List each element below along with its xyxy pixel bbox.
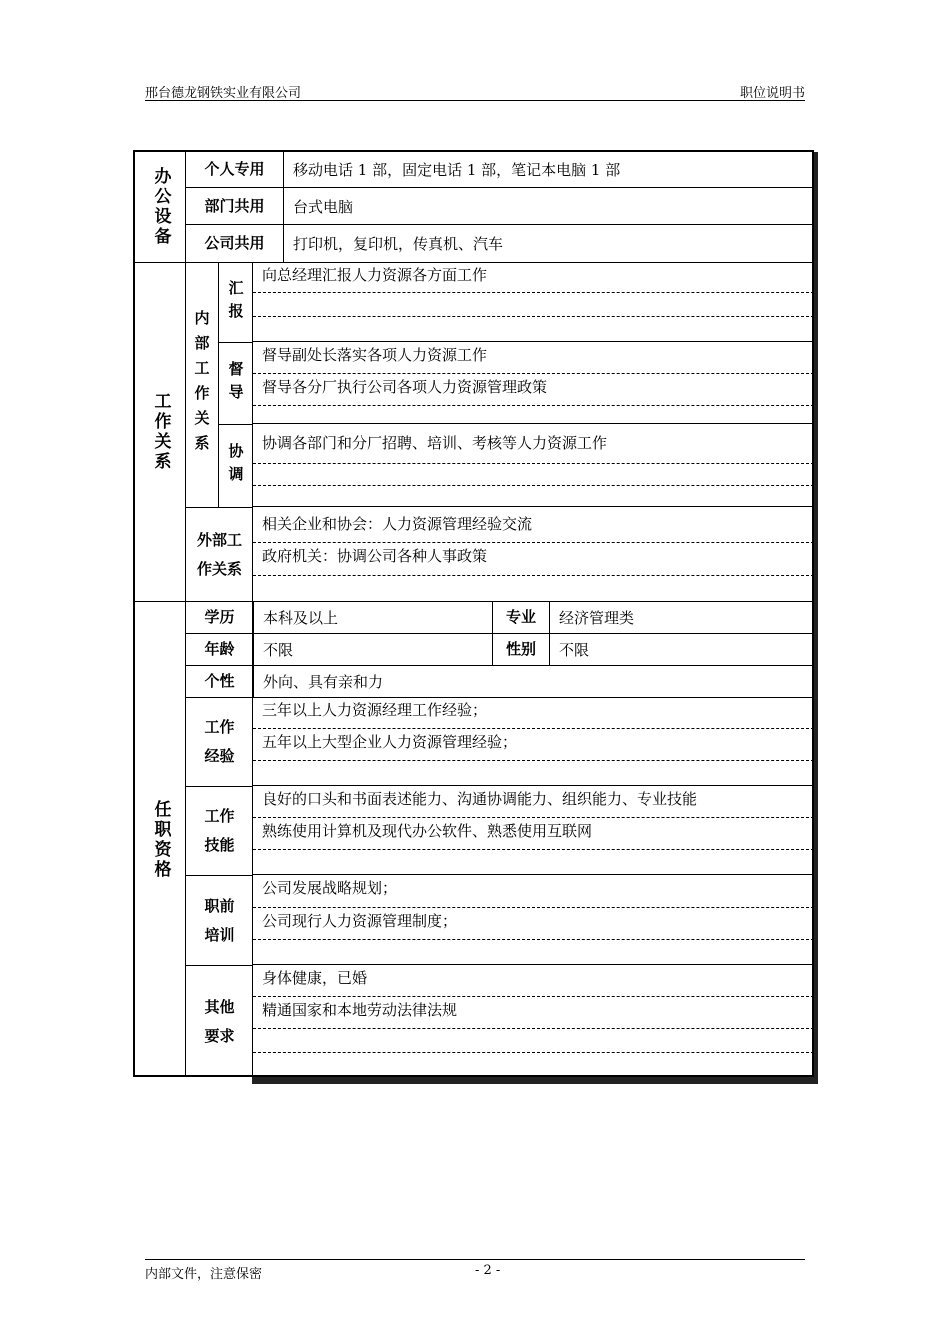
document-type: 职位说明书 <box>739 86 805 101</box>
external-relations-label: 外部工作关系 <box>185 507 253 601</box>
gender-label: 性别 <box>492 633 549 665</box>
other-line-2: 精通国家和本地劳动法律法规 <box>253 997 814 1029</box>
training-line-1: 公司发展战略规划； <box>253 875 814 908</box>
supervise-line-2: 督导各分厂执行公司各项人力资源管理政策 <box>253 374 814 406</box>
confidential-note: 内部文件，注意保密 <box>145 1267 263 1282</box>
training-line-2: 公司现行人力资源管理制度； <box>253 908 814 940</box>
company-name: 邢台德龙钢铁实业有限公司 <box>145 86 302 101</box>
coordinate-label: 协调 <box>218 424 253 507</box>
table-shadow-bottom <box>252 1077 818 1084</box>
education-label: 学历 <box>185 601 253 633</box>
experience-label: 工作经验 <box>185 697 253 786</box>
supervise-line-3 <box>253 406 814 424</box>
gender-value: 不限 <box>549 633 814 665</box>
other-line-1: 身体健康，已婚 <box>253 965 814 997</box>
major-label: 专业 <box>492 601 549 633</box>
report-line-2 <box>253 293 814 317</box>
other-line-3 <box>253 1029 814 1053</box>
skills-line-3 <box>253 850 814 875</box>
skills-line-2: 熟练使用计算机及现代办公软件、熟悉使用互联网 <box>253 818 814 850</box>
skills-label: 工作技能 <box>185 786 253 875</box>
experience-line-2: 五年以上大型企业人力资源管理经验； <box>253 729 814 761</box>
major-value: 经济管理类 <box>549 601 814 633</box>
experience-line-1: 三年以上人力资源经理工作经验； <box>253 697 814 729</box>
equipment-department-label: 部门共用 <box>185 187 283 224</box>
education-value: 本科及以上 <box>253 601 492 633</box>
training-label: 职前培训 <box>185 875 253 965</box>
report-line-3 <box>253 317 814 342</box>
equipment-personal-value: 移动电话 1 部，固定电话 1 部，笔记本电脑 1 部 <box>283 152 814 187</box>
external-line-2: 政府机关：协调公司各种人事政策 <box>253 543 814 576</box>
other-line-4 <box>253 1053 814 1077</box>
page-footer <box>145 1259 805 1282</box>
age-label: 年龄 <box>185 633 253 665</box>
training-line-3 <box>253 940 814 965</box>
personality-label: 个性 <box>185 665 253 697</box>
relations-section-title: 工作关系 <box>135 262 185 601</box>
equipment-personal-label: 个人专用 <box>185 152 283 187</box>
table-shadow-right <box>814 152 818 1084</box>
report-label: 汇报 <box>218 262 253 342</box>
page-header <box>145 82 805 101</box>
other-requirements-label: 其他要求 <box>185 965 253 1077</box>
internal-relations-label: 内部工作关系 <box>185 262 218 507</box>
experience-line-3 <box>253 761 814 786</box>
page-number: - 2 - <box>475 1263 501 1278</box>
equipment-company-value: 打印机，复印机，传真机、汽车 <box>283 224 814 262</box>
equipment-section-title: 办公设备 <box>150 167 171 247</box>
supervise-label: 督导 <box>218 342 253 424</box>
coordinate-line-2 <box>253 464 814 486</box>
equipment-department-value: 台式电脑 <box>283 187 814 224</box>
report-line-1: 向总经理汇报人力资源各方面工作 <box>253 262 814 293</box>
qualification-section-title: 任职资格 <box>135 601 185 1077</box>
skills-line-1: 良好的口头和书面表述能力、沟通协调能力、组织能力、专业技能 <box>253 786 814 818</box>
external-line-1: 相关企业和协会：人力资源管理经验交流 <box>253 507 814 543</box>
coordinate-line-1: 协调各部门和分厂招聘、培训、考核等人力资源工作 <box>253 424 814 464</box>
coordinate-line-3 <box>253 486 814 507</box>
personality-value: 外向、具有亲和力 <box>253 665 814 697</box>
equipment-company-label: 公司共用 <box>185 224 283 262</box>
age-value: 不限 <box>253 633 492 665</box>
supervise-line-1: 督导副处长落实各项人力资源工作 <box>253 342 814 374</box>
